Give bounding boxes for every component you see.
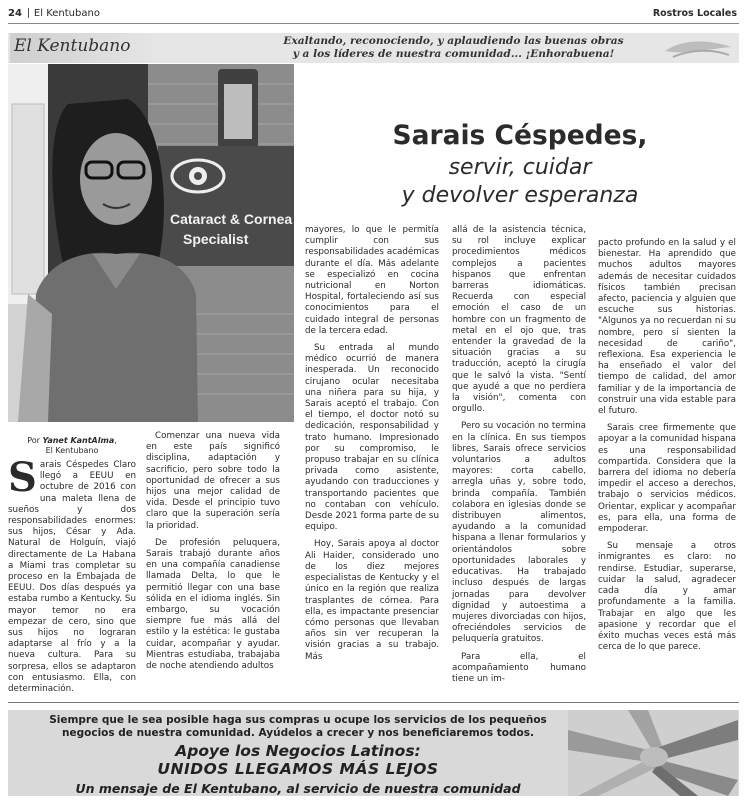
article-paragraph: Comenzar una nueva vida en este país significó disciplina, adaptación y sacrificio, pero sobre todo la oportunidad de ofrecer a sus hijos una mejor calidad de vida. Desde el principio tuvo claro que la superación sería la prioridad. [146,431,280,531]
drop-cap: S [8,454,37,501]
article-paragraph: De profesión peluquera, Sarais trabajó durante años en una compañía canadiense llamada Delta, lo que le permitió llegar con una base sólida en el idioma inglés. Sin embargo, su vocación siempre fue más allá del estilo y la estética: le gustaba cuidar, acompañar y ayudar. Mientras estudiaba, trabajaba de noche atendiendo adultos [146,537,280,672]
page-number: 24 [8,8,22,19]
headline-name: Sarais Céspedes, [392,120,648,151]
brand-logo: El Kentubano [14,36,131,56]
article-column-1 [8,454,136,701]
sign-text-line-1: Cataract & Cornea [170,211,293,227]
leaf-ornament-icon [663,37,733,59]
article-paragraph: Su entrada al mundo médico ocurrió de manera inesperada. Un reconocido cirujano ocular necesitaba una niñera para su hija, y Sarais aceptó el trabajo. Con el tiempo, el doctor notó su dedicación, responsabilidad y trato humano. Impresionado por su compromiso, le propuso trabajar en su clínica privada como asistente, ayudando con traducciones y transportando pacientes que no contaban con vehículo. Desde 2021 forma parte de su equipo. [305,343,439,533]
sign-text-line-2: Specialist [183,231,249,247]
article-paragraph [8,454,136,695]
article-column-4 [452,225,586,691]
promo-footer: Un mensaje de El Kentubano, al servicio de nuestra comunidad [75,781,521,796]
headline-subtitle-2: y devolver esperanza [401,183,639,208]
banner-tagline [178,35,729,61]
article-paragraph: Para ella, el acompañamiento humano tiene un im- [452,651,586,684]
byline [8,436,136,456]
article-paragraph: mayores, lo que le permitía cumplir con sus responsabilidades académicas durante el día. Más adelante se especializó en cocina nutricional en Norton Hospital, fortaleciendo así sus conocimientos para el cuidado integral de personas de la tercera edad. [305,225,439,336]
article-paragraph: Hoy, Sarais apoya al doctor Ali Haider, considerado uno de los diez mejores especialistas de Kentucky y el único en la región que realiza trasplantes de córnea. Para ella, es impactante presenciar cómo personas que llevaban años sin ver recuperan la visión gracias a su trabajo. Más [305,539,439,662]
portrait-photo [8,64,294,422]
promo-banner [8,710,739,796]
article-column-2 [146,431,280,678]
article-paragraph: allá de la asistencia técnica, su rol incluye explicar procedimientos médicos complejos a pacientes hispanos que enfrentan barreras idiomáticas. Recuerda con especial emoción el caso de un hombre con un fragmento de metal en el ojo que, tras entender la gravedad de la situación gracias a su traducción, aceptó la cirugía que le salvó la vista. "Sentí que ayudé a que no perdiera la visión", comenta con orgullo. [452,225,586,415]
promo-slogan: UNIDOS LLEGAMOS MÁS LEJOS [157,760,439,778]
byline-suffix: , [114,436,117,445]
article-paragraph: pacto profundo en la salud y el bienestar. Ha aprendido que muchos adultos mayores además de necesitar cuidados físicos también precisan afecto, paciencia y alguien que escuche sus historias. "Algunos ya no recuerdan ni su nombre, pero sí sienten la necesidad de cariño", reflexiona. Esa experiencia le ha enseñado el valor del tiempo de calidad, del amor familiar y de la importancia de construir una vida estable para el futuro. [598,238,736,417]
headline-subtitle-1: servir, cuidar [448,155,592,180]
section-name: Rostros Locales [652,8,737,19]
byline-prefix: Por [27,436,43,445]
publication-name: El Kentubano [33,8,100,19]
promo-line-1a: Siempre que le sea posible haga sus compras u ocupe los servicios de los pequeños [49,714,547,726]
promo-heading: Apoye los Negocios Latinos: [175,742,421,760]
header-rule [8,23,739,24]
byline-outlet: El Kentubano [45,446,99,455]
article-text: arais Céspedes Claro llegó a EEUU en octubre de 2016 con una maleta llena de sueños y dos responsabilidades enormes: sus hijos, César y Ada. Natural de Holguín, viajó directamente de La Habana a Miami tras completar su proceso en la Embajada de EEUU. Dos días después ya estaba rumbo a Kentucky. Su mayor temor no era empezar de cero, sino que sus hijos no lograran adaptarse al frío y a la nueva cultura. Para su sorpresa, ellos se adaptaron con entusiasmo. Ella, con determinación. [8,460,136,695]
tagline-line-2: y a los líderes de nuestra comunidad... ¡Enhorabuena! [292,48,615,60]
footer-rule [8,702,739,703]
page-folio [8,8,100,19]
article-column-3 [305,225,439,669]
article-paragraph: Su mensaje a otros inmigrantes es claro: no rendirse. Estudiar, superarse, cuidar la salud, agradecer cada día y amar profundamente a la familia. Trabajar en algo que les apasione y recordar que el éxito muchas veces está más cerca de lo que parece. [598,541,736,653]
author-name: Yanet KantAlma [42,436,115,445]
article-paragraph: Pero su vocación no termina en la clínica. En sus tiempos libres, Sarais ofrece servicios voluntarios a adultos mayores: corta cabello, arregla uñas y, sobre todo, brinda compañía. También colabora en iglesias donde se distribuyen alimentos, ayudando a la comunidad hispana a llenar formularios y orientándolos sobre oportunidades laborales y educativas. Ha trabajado incluso después de largas jornadas para devolver dignidad y autoestima a mujeres divorciadas con hijos, ofreciéndoles servicios de peluquería gratuitos. [452,421,586,645]
article-column-5 [598,238,736,659]
tagline-line-1: Exaltando, reconociendo, y aplaudiendo las buenas obras [283,35,624,47]
promo-message [28,714,568,740]
promo-line-1b: negocios de nuestra comunidad. Ayúdelos a crecer y nos beneficiaremos todos. [62,727,534,739]
article-paragraph: Sarais cree firmemente que apoyar a la comunidad hispana es una responsabilidad compartida. Considera que la barrera del idioma no debería impedir el acceso a derechos, trabajo o servicios médicos. Orientar, explicar y acompañar es, para ella, una forma de empoderar. [598,423,736,535]
joined-hands-icon [568,710,738,796]
section-banner [8,33,739,63]
portrait-illustration [8,64,294,422]
folio-divider [28,8,29,18]
